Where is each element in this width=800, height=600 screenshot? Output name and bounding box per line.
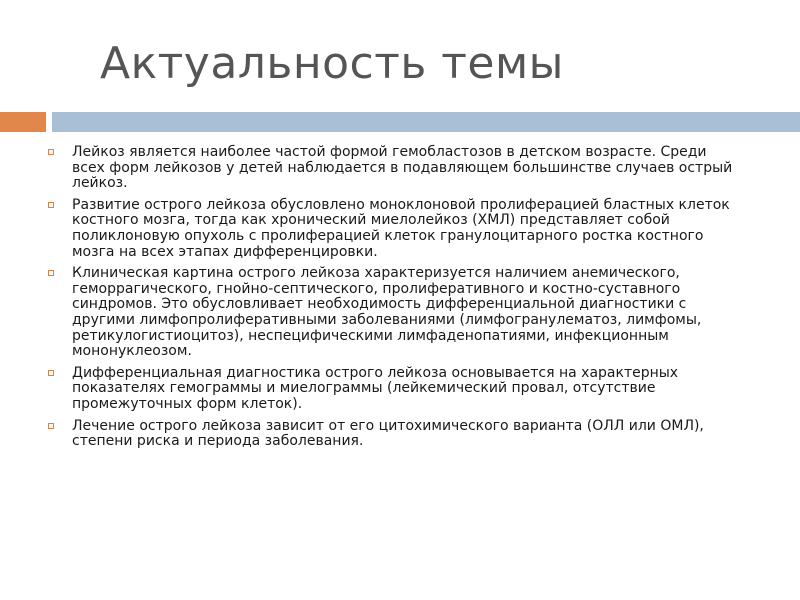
- bullet-text: Клиническая картина острого лейкоза характеризуется наличием анемического, геморрагического, гнойно-септического, пролиферативного и костно-суставного синдромов. Это обусловливает необходимость дифференциальной диагностики с другими лимфопролиферативными заболеваниями (лимфогранулематоз, лимфомы, ретикулогистиоцитоз), неспецифическими лимфаденопатиями, инфекционным мононуклеозом.: [72, 265, 702, 360]
- square-bullet-icon: [48, 149, 54, 155]
- square-bullet-icon: [48, 423, 54, 429]
- accent-bar-orange: [0, 112, 46, 132]
- bullet-item: [48, 366, 738, 413]
- square-bullet-icon: [48, 370, 54, 376]
- bullet-text: Развитие острого лейкоза обусловлено моноклоновой пролиферацией бластных клеток костного мозга, тогда как хронический миелолейкоз (ХМЛ) представляет собой поликлоновую опухоль с пролиферацией клеток гранулоцитарного ростка костного мозга на всех этапах дифференцировки.: [72, 196, 730, 260]
- accent-bar-blue: [52, 112, 800, 132]
- bullet-text: Дифференциальная диагностика острого лейкоза основывается на характерных показателях гемограммы и миелограммы (лейкемический провал, отсутствие промежуточных форм клеток).: [72, 364, 679, 412]
- bullet-text: Лейкоз является наиболее частой формой гемобластозов в детском возрасте. Среди всех форм лейкозов у детей наблюдается в подавляющем большинстве случаев острый лейкоз.: [72, 144, 733, 192]
- square-bullet-icon: [48, 202, 54, 208]
- bullet-item: [48, 145, 738, 192]
- slide-title: Актуальность темы: [100, 38, 564, 89]
- bullet-list: [48, 145, 738, 456]
- bullet-item: [48, 266, 738, 360]
- bullet-item: [48, 419, 738, 450]
- square-bullet-icon: [48, 270, 54, 276]
- bullet-text: Лечение острого лейкоза зависит от его цитохимического варианта (ОЛЛ или ОМЛ), степени риска и периода заболевания.: [72, 417, 704, 450]
- bullet-item: [48, 198, 738, 260]
